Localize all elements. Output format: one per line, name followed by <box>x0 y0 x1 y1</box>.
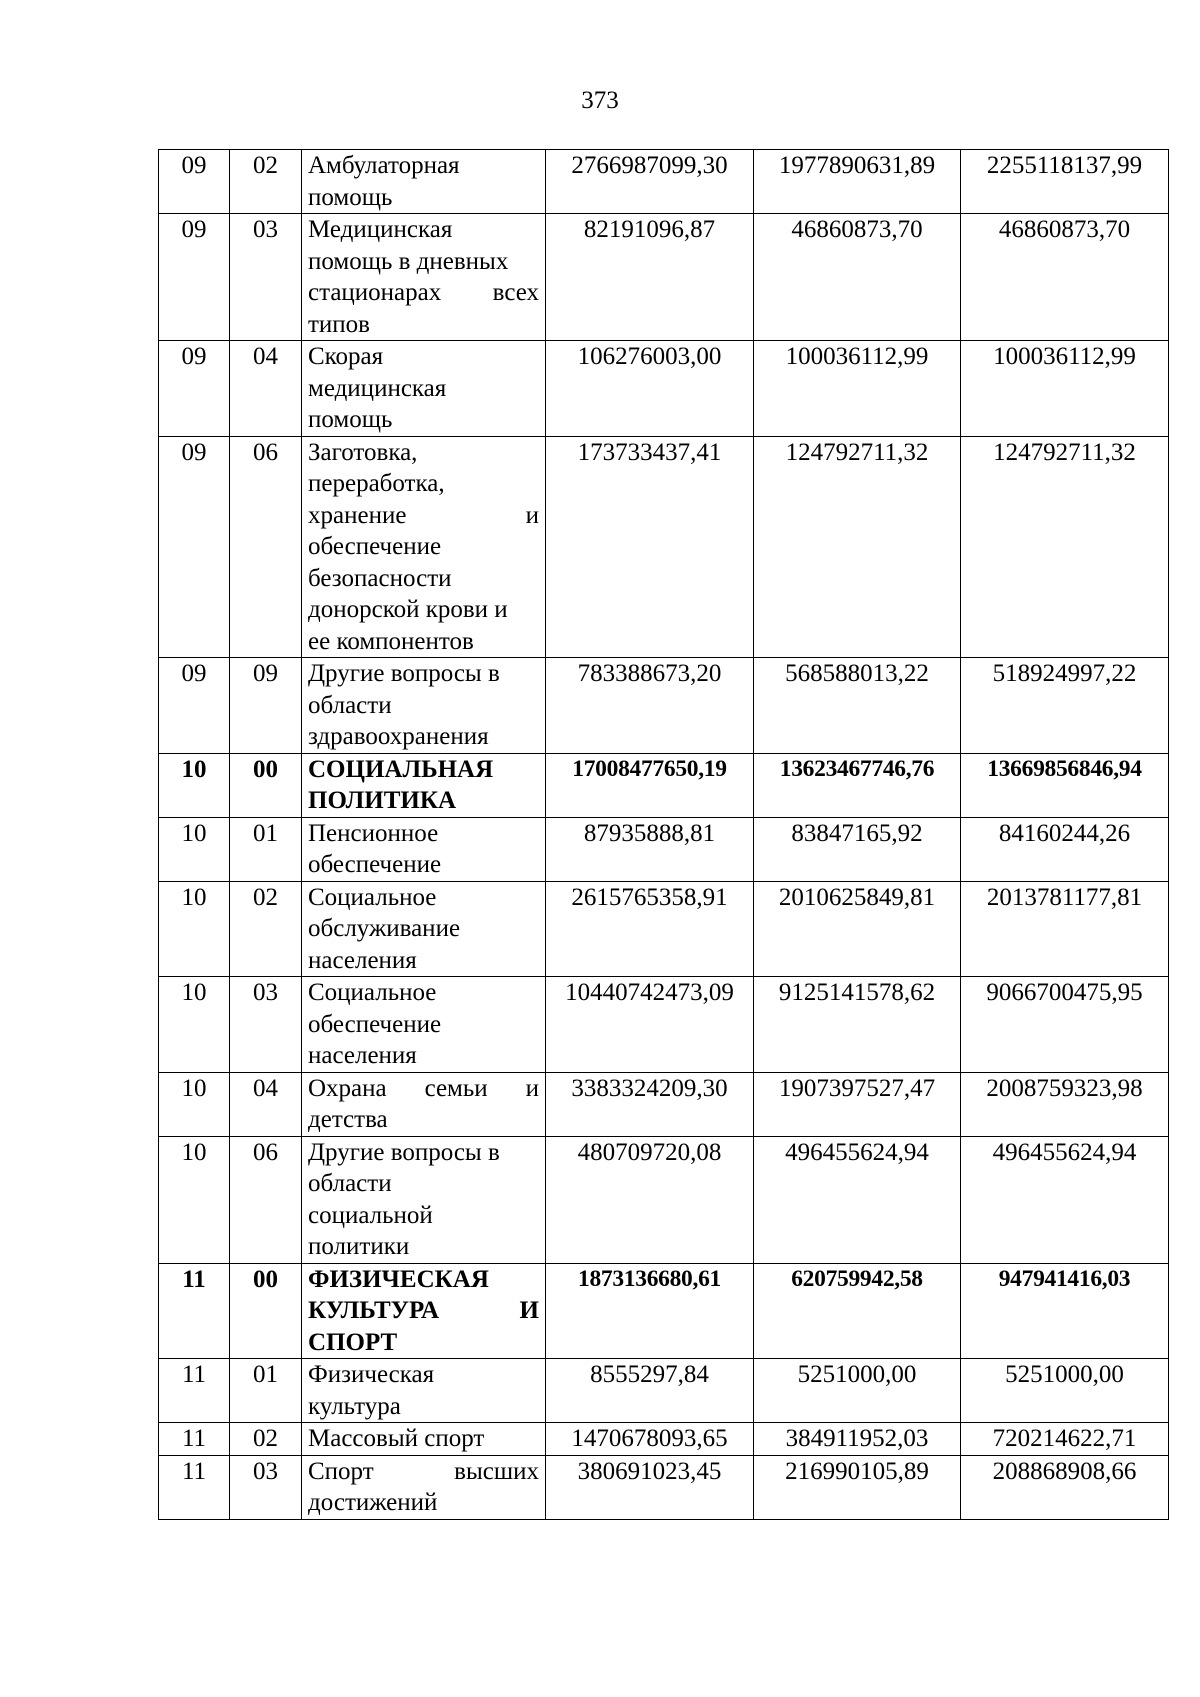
table-row <box>159 1423 1169 1456</box>
subsection-code-cell: 09 <box>230 658 302 754</box>
item-name-cell <box>302 1423 546 1456</box>
subsection-code-cell: 03 <box>230 214 302 341</box>
value-col-1-cell: 2615765358,91 <box>546 881 754 977</box>
value-col-2-cell: 83847165,92 <box>754 817 961 881</box>
value-col-1-cell: 2766987099,30 <box>546 150 754 214</box>
table-body <box>159 150 1169 1520</box>
value-col-3-cell: 100036112,99 <box>961 341 1169 437</box>
item-name-line: Социальное <box>308 883 437 911</box>
value-col-1-cell: 380691023,45 <box>546 1455 754 1519</box>
subsection-code-cell: 06 <box>230 1136 302 1263</box>
value-col-3-cell: 496455624,94 <box>961 1136 1169 1263</box>
value-col-1-cell: 10440742473,09 <box>546 977 754 1073</box>
item-name-cell <box>302 658 546 754</box>
item-name-line: Социальное <box>308 979 437 1006</box>
item-name-line: детства <box>308 1106 388 1133</box>
item-name-line: СПОРТ <box>308 1328 398 1356</box>
item-name-line: населения <box>308 1042 417 1069</box>
table-row <box>159 214 1169 341</box>
value-col-3-cell: 46860873,70 <box>961 214 1169 341</box>
subsection-code-cell: 01 <box>230 817 302 881</box>
value-col-2-cell: 46860873,70 <box>754 214 961 341</box>
section-code-cell: 10 <box>159 881 230 977</box>
value-col-1-cell: 1470678093,65 <box>546 1423 754 1456</box>
section-code-cell: 09 <box>159 658 230 754</box>
item-name-line: помощь в дневных <box>308 247 509 275</box>
section-code-cell: 11 <box>159 1359 230 1423</box>
item-name-line: обеспечение <box>308 533 442 560</box>
item-name-line: Физическая <box>308 1361 435 1388</box>
item-name-line: Спорт высших <box>308 1457 539 1485</box>
section-code-cell: 09 <box>159 341 230 437</box>
value-col-3-cell: 2008759323,98 <box>961 1072 1169 1136</box>
item-name-line: социальной <box>308 1201 433 1229</box>
value-col-3-cell: 9066700475,95 <box>961 977 1169 1073</box>
item-name-line: культура <box>308 1392 401 1420</box>
value-col-1-cell: 3383324209,30 <box>546 1072 754 1136</box>
section-code-cell: 11 <box>159 1263 230 1359</box>
item-name-line: донорской крови и <box>308 596 508 623</box>
table-row <box>159 1263 1169 1359</box>
item-name-line: достижений <box>308 1489 438 1516</box>
item-name-line: стационарах всех <box>308 279 539 306</box>
subsection-code-cell: 03 <box>230 1455 302 1519</box>
section-code-cell: 09 <box>159 436 230 658</box>
value-col-1-cell: 480709720,08 <box>546 1136 754 1263</box>
item-name-line: обеспечение <box>308 1010 442 1038</box>
section-code-cell: 10 <box>159 1136 230 1263</box>
value-col-3-cell: 13669856846,94 <box>961 753 1169 817</box>
value-col-2-cell: 13623467746,76 <box>754 753 961 817</box>
value-col-1-cell: 783388673,20 <box>546 658 754 754</box>
item-name-cell <box>302 341 546 437</box>
table-row <box>159 436 1169 658</box>
table-row <box>159 150 1169 214</box>
section-code-cell: 10 <box>159 753 230 817</box>
value-col-3-cell: 518924997,22 <box>961 658 1169 754</box>
subsection-code-cell: 03 <box>230 977 302 1073</box>
value-col-2-cell: 1907397527,47 <box>754 1072 961 1136</box>
item-name-line: Амбулаторная <box>308 152 460 179</box>
table-row <box>159 753 1169 817</box>
value-col-3-cell: 947941416,03 <box>961 1263 1169 1359</box>
value-col-3-cell: 5251000,00 <box>961 1359 1169 1423</box>
item-name-cell <box>302 817 546 881</box>
table-row <box>159 1359 1169 1423</box>
table-row <box>159 977 1169 1073</box>
item-name-cell <box>302 753 546 817</box>
item-name-line: обслуживание <box>308 915 461 942</box>
value-col-1-cell: 106276003,00 <box>546 341 754 437</box>
item-name-cell <box>302 1455 546 1519</box>
value-col-1-cell: 17008477650,19 <box>546 753 754 817</box>
item-name-cell <box>302 1359 546 1423</box>
item-name-cell <box>302 1136 546 1263</box>
section-code-cell: 11 <box>159 1455 230 1519</box>
item-name-cell <box>302 881 546 977</box>
item-name-line: Другие вопросы в <box>308 1138 500 1166</box>
table-row <box>159 658 1169 754</box>
item-name-line: ФИЗИЧЕСКАЯ <box>308 1265 489 1293</box>
table-row <box>159 881 1169 977</box>
item-name-cell <box>302 1263 546 1359</box>
item-name-line: Массовый спорт <box>308 1425 485 1452</box>
table-row <box>159 817 1169 881</box>
value-col-2-cell: 124792711,32 <box>754 436 961 658</box>
value-col-2-cell: 1977890631,89 <box>754 150 961 214</box>
value-col-3-cell: 720214622,71 <box>961 1423 1169 1456</box>
subsection-code-cell: 06 <box>230 436 302 658</box>
value-col-3-cell: 124792711,32 <box>961 436 1169 658</box>
table-row <box>159 341 1169 437</box>
item-name-line: Другие вопросы в <box>308 660 500 687</box>
item-name-cell <box>302 150 546 214</box>
item-name-line: Скорая <box>308 343 384 370</box>
item-name-cell <box>302 977 546 1073</box>
value-col-2-cell: 384911952,03 <box>754 1423 961 1456</box>
item-name-line: Охрана семьи и <box>308 1074 539 1102</box>
item-name-line: КУЛЬТУРА И <box>308 1297 539 1324</box>
section-code-cell: 09 <box>159 150 230 214</box>
item-name-line: Пенсионное <box>308 819 439 847</box>
value-col-2-cell: 2010625849,81 <box>754 881 961 977</box>
item-name-line: помощь <box>308 183 393 211</box>
item-name-cell <box>302 436 546 658</box>
item-name-line: Заготовка, <box>308 438 418 466</box>
value-col-2-cell: 496455624,94 <box>754 1136 961 1263</box>
section-code-cell: 10 <box>159 1072 230 1136</box>
subsection-code-cell: 04 <box>230 1072 302 1136</box>
value-col-2-cell: 620759942,58 <box>754 1263 961 1359</box>
value-col-3-cell: 208868908,66 <box>961 1455 1169 1519</box>
value-col-1-cell: 1873136680,61 <box>546 1263 754 1359</box>
section-code-cell: 09 <box>159 214 230 341</box>
item-name-line: переработка, <box>308 470 445 497</box>
value-col-1-cell: 173733437,41 <box>546 436 754 658</box>
item-name-line: области <box>308 1170 392 1197</box>
subsection-code-cell: 02 <box>230 1423 302 1456</box>
item-name-line: Медицинская <box>308 216 453 243</box>
item-name-line: ПОЛИТИКА <box>308 787 457 814</box>
item-name-line: ее компонентов <box>308 627 474 655</box>
value-col-1-cell: 82191096,87 <box>546 214 754 341</box>
section-code-cell: 11 <box>159 1423 230 1456</box>
item-name-line: помощь <box>308 406 393 433</box>
item-name-line: хранение и <box>308 501 539 529</box>
value-col-2-cell: 216990105,89 <box>754 1455 961 1519</box>
subsection-code-cell: 00 <box>230 1263 302 1359</box>
subsection-code-cell: 04 <box>230 341 302 437</box>
item-name-line: СОЦИАЛЬНАЯ <box>308 755 494 783</box>
subsection-code-cell: 01 <box>230 1359 302 1423</box>
table-row <box>159 1136 1169 1263</box>
value-col-2-cell: 100036112,99 <box>754 341 961 437</box>
section-code-cell: 10 <box>159 977 230 1073</box>
item-name-line: обеспечение <box>308 851 442 878</box>
value-col-3-cell: 2255118137,99 <box>961 150 1169 214</box>
section-code-cell: 10 <box>159 817 230 881</box>
budget-table <box>158 149 1169 1520</box>
item-name-line: безопасности <box>308 564 452 592</box>
item-name-line: здравоохранения <box>308 723 489 750</box>
value-col-1-cell: 87935888,81 <box>546 817 754 881</box>
value-col-1-cell: 8555297,84 <box>546 1359 754 1423</box>
item-name-line: типов <box>308 310 370 338</box>
item-name-line: области <box>308 691 392 719</box>
table-row <box>159 1455 1169 1519</box>
item-name-cell <box>302 214 546 341</box>
subsection-code-cell: 02 <box>230 881 302 977</box>
item-name-cell <box>302 1072 546 1136</box>
subsection-code-cell: 02 <box>230 150 302 214</box>
item-name-line: медицинская <box>308 374 447 402</box>
value-col-3-cell: 84160244,26 <box>961 817 1169 881</box>
table-row <box>159 1072 1169 1136</box>
item-name-line: населения <box>308 946 417 974</box>
subsection-code-cell: 00 <box>230 753 302 817</box>
page-number: 373 <box>581 87 619 114</box>
item-name-line: политики <box>308 1233 410 1260</box>
value-col-2-cell: 5251000,00 <box>754 1359 961 1423</box>
value-col-2-cell: 568588013,22 <box>754 658 961 754</box>
value-col-2-cell: 9125141578,62 <box>754 977 961 1073</box>
value-col-3-cell: 2013781177,81 <box>961 881 1169 977</box>
